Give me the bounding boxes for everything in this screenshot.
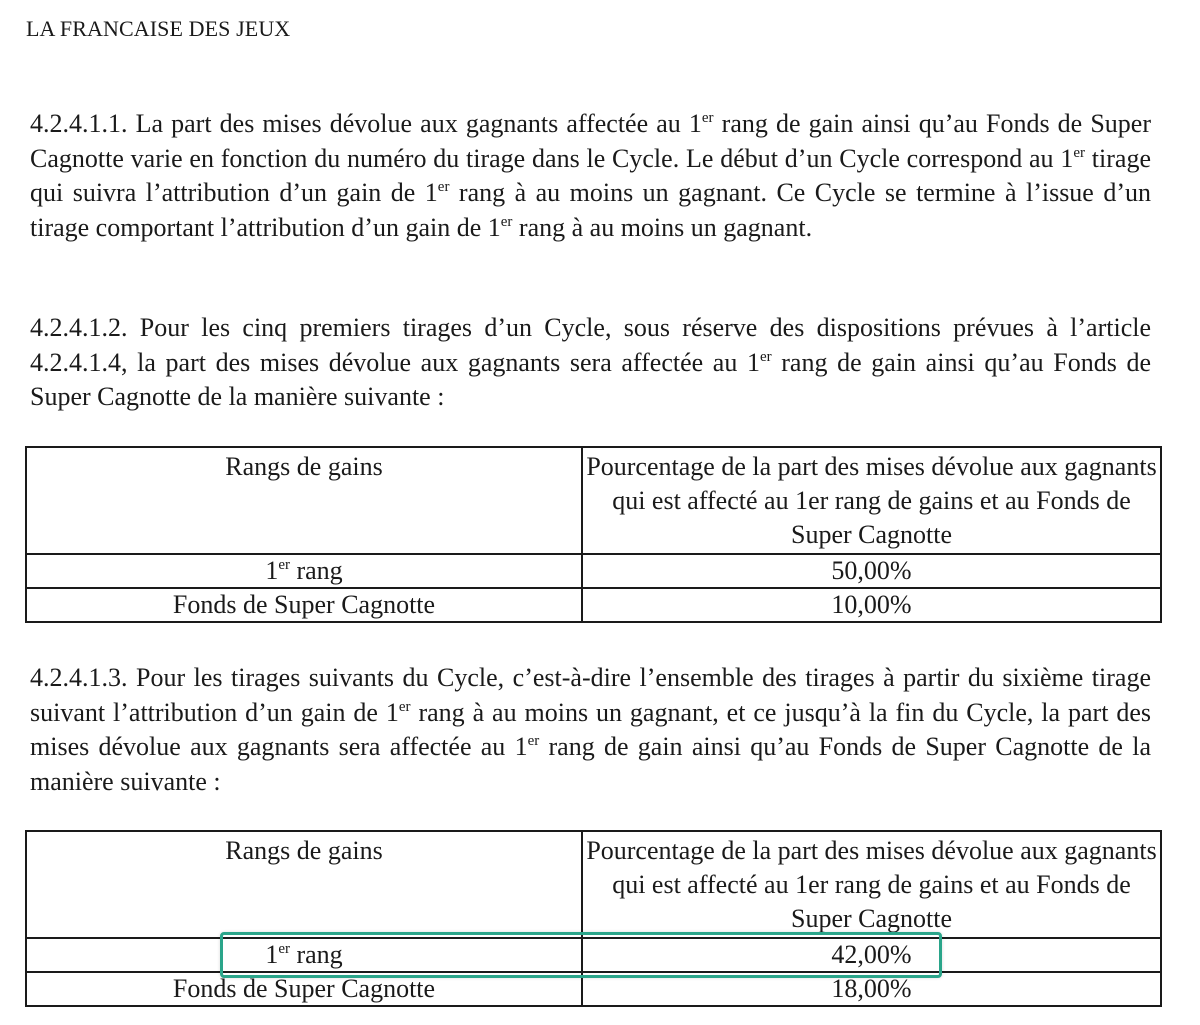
article-number: 4.2.4.1.1. <box>30 109 128 138</box>
paragraph-text <box>30 311 1151 415</box>
column-header-percentage: Pourcentage de la part des mises dévolue aux gagnants qui est affecté au 1er rang de gains et au Fonds de Super Cagnotte <box>582 447 1161 554</box>
table-row <box>26 938 1161 972</box>
text-run: rang à au moins un gagnant. <box>512 212 813 242</box>
superscript: er <box>278 557 290 573</box>
column-header-rank: Rangs de gains <box>26 831 582 938</box>
text-run: tirage qui suivra l’attribution d’un gain de 1 <box>30 143 1151 207</box>
percentage-cell: 50,00% <box>582 554 1161 588</box>
table-row <box>26 588 1161 622</box>
superscript: er <box>437 179 450 195</box>
article-4-2-4-1-2 <box>30 311 1151 415</box>
rank-cell <box>26 972 582 1006</box>
column-header-rank: Rangs de gains <box>26 447 582 554</box>
superscript: er <box>398 698 411 715</box>
rank-label: Fonds de Super Cagnotte <box>172 590 436 619</box>
column-header-percentage: Pourcentage de la part des mises dévolue aux gagnants qui est affecté au 1er rang de gains et au Fonds de Super Cagnotte <box>582 831 1161 938</box>
rank-label: 1 <box>265 940 279 969</box>
superscript: er <box>527 733 540 749</box>
table-following-draws <box>25 830 1162 1007</box>
superscript: er <box>278 941 290 957</box>
superscript: er <box>701 110 714 126</box>
article-4-2-4-1-3 <box>30 661 1151 799</box>
article-number: 4.2.4.1.3. <box>30 663 128 692</box>
rank-cell <box>26 588 582 622</box>
article-4-2-4-1-1 <box>30 107 1151 245</box>
table-first-five-draws <box>25 446 1162 623</box>
text-run: rang à au moins un gagnant, et ce jusqu’à la fin du Cycle, la part des mises dévolue aux gagnants sera affectée au 1 <box>30 697 1151 761</box>
table-row <box>26 972 1161 1006</box>
text-run: rang à au moins un gagnant. Ce Cycle se termine à l’issue d’un tirage comportant l’attribution d’un gain de 1 <box>30 178 1151 242</box>
text-run: rang de gain ainsi qu’au Fonds de Super Cagnotte de la manière suivante : <box>30 732 1151 796</box>
document-header: LA FRANCAISE DES JEUX <box>26 16 291 41</box>
article-number: 4.2.4.1.2. <box>30 313 128 342</box>
rank-label: 1 <box>265 556 279 585</box>
text-run: La part des mises dévolue aux gagnants affectée au 1 <box>127 109 702 138</box>
text-run: Pour les tirages suivants du Cycle, c’est-à-dire l’ensemble des tirages à partir du sixième tirage suivant l’attribution d’un gain de 1 <box>30 663 1151 727</box>
rank-cell <box>26 938 582 972</box>
rank-cell <box>26 554 582 588</box>
rank-label: Fonds de Super Cagnotte <box>172 974 436 1003</box>
text-run: rang de gain ainsi qu’au Fonds de Super Cagnotte de la manière suivante : <box>30 347 1152 411</box>
percentage-cell: 42,00% <box>582 938 1161 972</box>
percentage-cell: 10,00% <box>582 588 1161 622</box>
table-header-row <box>26 831 1161 938</box>
superscript: er <box>759 348 772 365</box>
text-run: rang de gain ainsi qu’au Fonds de Super Cagnotte varie en fonction du numéro du tirage dans le Cycle. Le début d’un Cycle correspond au 1 <box>30 109 1151 173</box>
rank-label-rest: rang <box>289 940 343 969</box>
paragraph-text <box>30 107 1151 245</box>
rank-label-rest: rang <box>289 556 343 585</box>
superscript: er <box>1073 144 1085 161</box>
table-header-row <box>26 447 1161 554</box>
text-run: Pour les cinq premiers tirages d’un Cycle, sous réserve des dispositions prévues à l’article 4.2.4.1.4, la part des mises dévolue aux gagnants sera affectée au 1 <box>30 313 1151 377</box>
superscript: er <box>500 213 513 230</box>
table-row <box>26 554 1161 588</box>
percentage-cell: 18,00% <box>582 972 1161 1006</box>
paragraph-text <box>30 661 1151 799</box>
